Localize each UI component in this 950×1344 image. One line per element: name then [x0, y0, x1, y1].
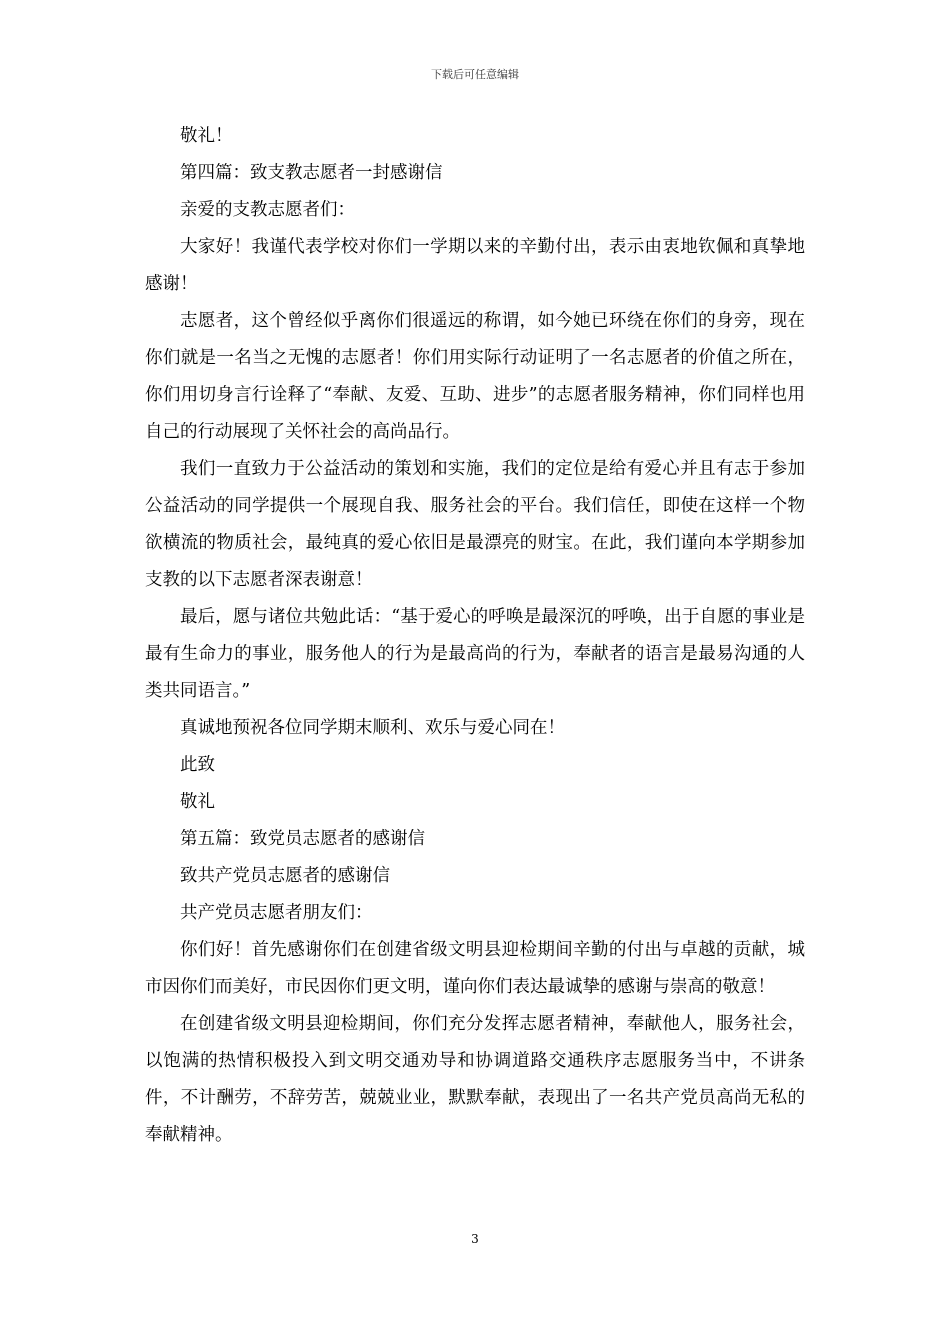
- paragraph: 共产党员志愿者朋友们：: [180, 903, 373, 923]
- paragraph: 第四篇：致支教志愿者一封感谢信: [180, 163, 443, 183]
- paragraph: 大家好！我谨代表学校对你们一学期以来的辛勤付出，表示由衷地钦佩和真挚地感谢！: [145, 237, 805, 294]
- paragraph: 致共产党员志愿者的感谢信: [180, 866, 390, 886]
- paragraph: 此致: [180, 755, 215, 775]
- paragraph: 志愿者，这个曾经似乎离你们很遥远的称谓，如今她已环绕在你们的身旁，现在你们就是一名当之无愧的志愿者！你们用实际行动证明了一名志愿者的价值之所在，你们用切身言行诠释了“奉献、友爱、互助、进步”的志愿者服务精神，你们同样也用自己的行动展现了关怀社会的高尚品行。: [145, 311, 805, 442]
- paragraph: 你们好！首先感谢你们在创建省级文明县迎检期间辛勤的付出与卓越的贡献，城市因你们而美好，市民因你们更文明，谨向你们表达最诚挚的感谢与崇高的敬意！: [145, 940, 805, 997]
- page-number: 3: [471, 1232, 479, 1246]
- document-body: [145, 118, 805, 1154]
- paragraph: 真诚地预祝各位同学期末顺利、欢乐与爱心同在！: [180, 718, 565, 738]
- paragraph: 在创建省级文明县迎检期间，你们充分发挥志愿者精神，奉献他人，服务社会，以饱满的热情积极投入到文明交通劝导和协调道路交通秩序志愿服务当中，不讲条件，不计酬劳，不辞劳苦，兢兢业业，默默奉献，表现出了一名共产党员高尚无私的奉献精神。: [145, 1014, 805, 1145]
- paragraph: 第五篇：致党员志愿者的感谢信: [180, 829, 425, 849]
- paragraph: 我们一直致力于公益活动的策划和实施，我们的定位是给有爱心并且有志于参加公益活动的同学提供一个展现自我、服务社会的平台。我们信任，即使在这样一个物欲横流的物质社会，最纯真的爱心依旧是最漂亮的财宝。在此，我们谨向本学期参加支教的以下志愿者深表谢意！: [145, 459, 805, 590]
- paragraph: 最后，愿与诸位共勉此话：“基于爱心的呼唤是最深沉的呼唤，出于自愿的事业是最有生命力的事业，服务他人的行为是最高尚的行为，奉献者的语言是最易沟通的人类共同语言。”: [145, 607, 805, 701]
- page-header: 下载后可任意编辑: [431, 68, 519, 81]
- paragraph: 敬礼: [180, 792, 215, 812]
- paragraph: 亲爱的支教志愿者们：: [180, 200, 355, 220]
- paragraph: 敬礼！: [180, 126, 233, 146]
